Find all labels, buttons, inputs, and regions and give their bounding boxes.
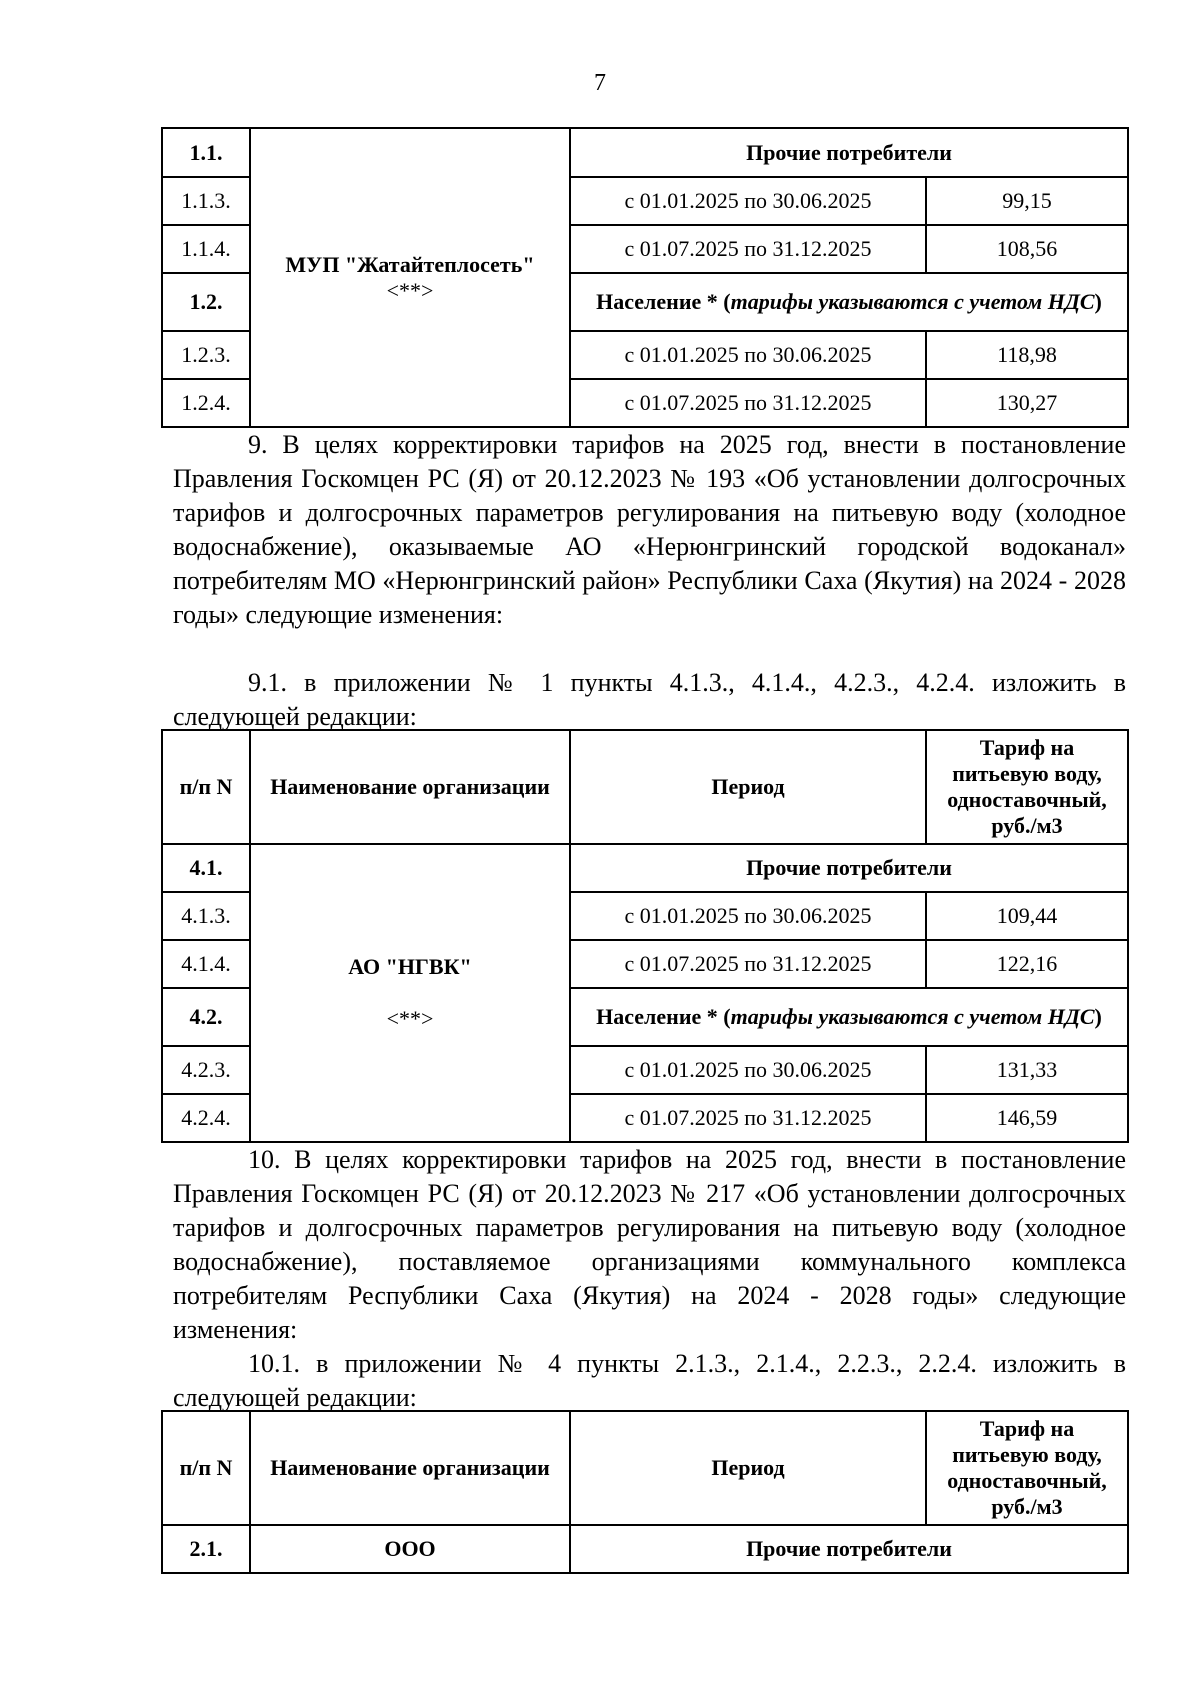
tariff-value: 118,98 xyxy=(926,331,1128,379)
group-label-note: тарифы указываются с учетом НДС xyxy=(730,289,1095,314)
organization-name: АО "НГВК" xyxy=(348,954,472,979)
period: с 01.07.2025 по 31.12.2025 xyxy=(570,379,926,427)
paragraph-9-1 xyxy=(173,666,1126,734)
table-row xyxy=(162,128,1128,177)
tariff-value: 108,56 xyxy=(926,225,1128,273)
period: с 01.01.2025 по 30.06.2025 xyxy=(570,892,926,940)
paragraph-10 xyxy=(173,1143,1126,1347)
row-number: 4.2.3. xyxy=(162,1046,250,1094)
header-period: Период xyxy=(570,1411,926,1525)
organization-cell xyxy=(250,128,570,427)
header-number: п/п N xyxy=(162,1411,250,1525)
group-label xyxy=(570,273,1128,331)
period: с 01.07.2025 по 31.12.2025 xyxy=(570,940,926,988)
row-number: 1.1.3. xyxy=(162,177,250,225)
header-organization: Наименование организации xyxy=(250,1411,570,1525)
tariff-value: 109,44 xyxy=(926,892,1128,940)
tariff-table-3 xyxy=(161,1410,1129,1574)
organization-note: <**> xyxy=(386,277,434,303)
row-number: 1.1.4. xyxy=(162,225,250,273)
row-number: 4.1.3. xyxy=(162,892,250,940)
period: с 01.07.2025 по 31.12.2025 xyxy=(570,225,926,273)
row-number: 4.1.4. xyxy=(162,940,250,988)
period: с 01.01.2025 по 30.06.2025 xyxy=(570,1046,926,1094)
group-label-close: ) xyxy=(1094,1004,1102,1029)
organization-name: МУП "Жатайтеплосеть" xyxy=(285,251,535,277)
group-label-close: ) xyxy=(1094,289,1102,314)
row-number: 2.1. xyxy=(162,1525,250,1573)
table-header-row xyxy=(162,730,1128,844)
tariff-table-1 xyxy=(161,127,1129,428)
tariff-value: 146,59 xyxy=(926,1094,1128,1142)
header-tariff: Тариф на питьевую воду, одноставочный, руб./м3 xyxy=(926,730,1128,844)
tariff-value: 122,16 xyxy=(926,940,1128,988)
row-number: 4.1. xyxy=(162,844,250,892)
tariff-table-2 xyxy=(161,729,1129,1143)
paragraph-10-1-text: 10.1. в приложении № 4 пункты 2.1.3., 2.1.4., 2.2.3., 2.2.4. изложить в следующей редакции: xyxy=(173,1349,1126,1412)
table-header-row xyxy=(162,1411,1128,1525)
group-label: Прочие потребители xyxy=(570,844,1128,892)
period: с 01.01.2025 по 30.06.2025 xyxy=(570,177,926,225)
header-period: Период xyxy=(570,730,926,844)
header-organization: Наименование организации xyxy=(250,730,570,844)
group-label xyxy=(570,988,1128,1046)
paragraph-10-1 xyxy=(173,1347,1126,1415)
row-number: 4.2.4. xyxy=(162,1094,250,1142)
tariff-value: 99,15 xyxy=(926,177,1128,225)
tariff-value: 130,27 xyxy=(926,379,1128,427)
group-label-main: Население * ( xyxy=(596,1004,731,1029)
paragraph-9 xyxy=(173,428,1126,632)
organization-note: <**> xyxy=(386,1006,434,1031)
header-tariff: Тариф на питьевую воду, одноставочный, руб./м3 xyxy=(926,1411,1128,1525)
tariff-value: 131,33 xyxy=(926,1046,1128,1094)
organization-name: ООО xyxy=(250,1525,570,1573)
group-label-note: тарифы указываются с учетом НДС xyxy=(730,1004,1095,1029)
page-number: 7 xyxy=(594,70,606,96)
period: с 01.01.2025 по 30.06.2025 xyxy=(570,331,926,379)
row-number: 4.2. xyxy=(162,988,250,1046)
period: с 01.07.2025 по 31.12.2025 xyxy=(570,1094,926,1142)
group-label: Прочие потребители xyxy=(570,1525,1128,1573)
organization-cell xyxy=(250,844,570,1142)
group-label: Прочие потребители xyxy=(570,128,1128,177)
header-number: п/п N xyxy=(162,730,250,844)
paragraph-10-text: 10. В целях корректировки тарифов на 2025 год, внести в постановление Правления Госкомцен РС (Я) от 20.12.2023 № 217 «Об установлении долгосрочных тарифов и долгосрочных параметров регулирования на питьевую воду (холодное водоснабжение), поставляемое организациями коммунального комплекса потребителям Республики Саха (Якутия) на 2024 - 2028 годы» следующие изменения: xyxy=(173,1145,1126,1344)
paragraph-9-1-text: 9.1. в приложении № 1 пункты 4.1.3., 4.1.4., 4.2.3., 4.2.4. изложить в следующей редакции: xyxy=(173,668,1126,731)
table-row xyxy=(162,844,1128,892)
paragraph-9-text: 9. В целях корректировки тарифов на 2025 год, внести в постановление Правления Госкомцен РС (Я) от 20.12.2023 № 193 «Об установлении долгосрочных тарифов и долгосрочных параметров регулирования на питьевую воду (холодное водоснабжение), оказываемые АО «Нерюнгринский городской водоканал» потребителям МО «Нерюнгринский район» Республики Саха (Якутия) на 2024 - 2028 годы» следующие изменения: xyxy=(173,430,1126,629)
row-number: 1.1. xyxy=(162,128,250,177)
row-number: 1.2. xyxy=(162,273,250,331)
row-number: 1.2.4. xyxy=(162,379,250,427)
group-label-main: Население * ( xyxy=(596,289,731,314)
table-row xyxy=(162,1525,1128,1573)
row-number: 1.2.3. xyxy=(162,331,250,379)
